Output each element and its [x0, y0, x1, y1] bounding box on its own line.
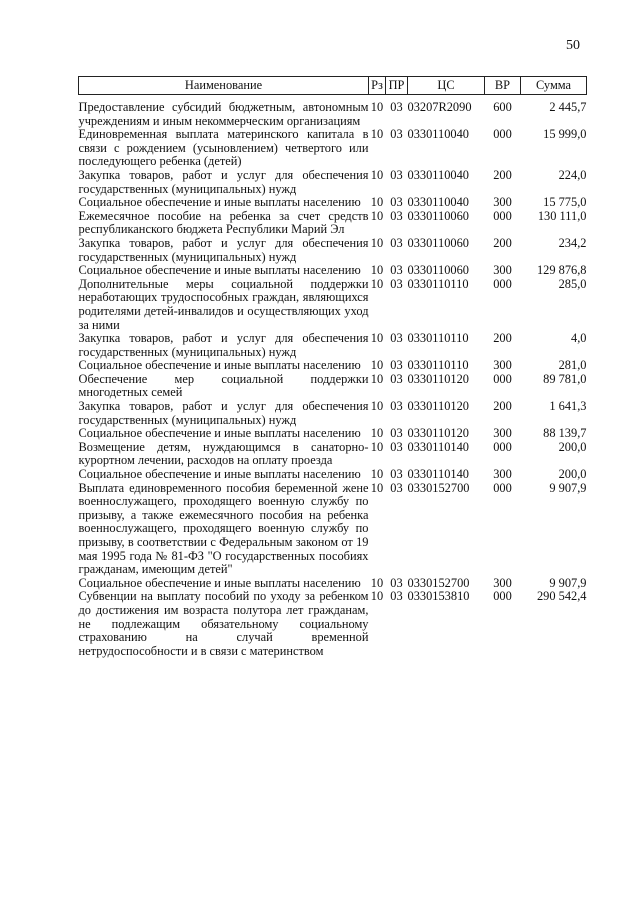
- row-sum: 1 641,3: [549, 399, 587, 414]
- row-cs: 0330110040: [407, 127, 469, 142]
- row-vr: 200: [493, 235, 512, 250]
- row-vr: 600: [493, 100, 512, 114]
- row-cs: 0330110120: [407, 399, 469, 414]
- table-row: [79, 278, 587, 332]
- row-pr: 03: [390, 426, 403, 441]
- row-cs: 0330110110: [407, 276, 469, 291]
- row-rz: 10: [370, 439, 384, 454]
- table-row: [79, 210, 587, 237]
- table-row: [79, 468, 587, 482]
- row-rz: 10: [370, 235, 384, 250]
- row-rz: 10: [370, 263, 384, 278]
- table-row: [79, 441, 587, 468]
- row-sum: 2 445,7: [549, 100, 587, 114]
- row-pr: 03: [390, 235, 403, 250]
- row-name: Закупка товаров, работ и услуг для обеспечения государственных (муниципальных) нужд: [78, 167, 369, 196]
- row-cs: 0330152700: [407, 575, 470, 590]
- row-vr: 000: [493, 480, 512, 495]
- row-sum: 89 781,0: [543, 371, 587, 386]
- row-name: Выплата единовременного пособия беременной жене военнослужащего, проходящего военную службу по призыву, а также ежемесячного пособия на ребенка военнослужащего, проходящего военную службу по призыву, в соответствии с Федеральным законом от 19 мая 1995 года № 81-ФЗ "О государственных пособиях гражданам, имеющим детей": [78, 480, 369, 577]
- row-cs: 0330110110: [407, 331, 469, 346]
- table-row: [79, 332, 587, 359]
- row-name: Возмещение детям, нуждающимся в санаторно-курортном лечении, расходов на оплату проезда: [78, 439, 369, 468]
- row-rz: 10: [370, 589, 384, 604]
- row-sum: 88 139,7: [543, 426, 587, 441]
- page-number: 50: [566, 38, 580, 53]
- row-pr: 03: [390, 399, 403, 414]
- row-name: Дополнительные меры социальной поддержки неработающих трудоспособных граждан, являющихся родителями детей-инвалидов и осуществляющих уход за ними: [78, 276, 369, 332]
- row-rz: 10: [370, 195, 384, 210]
- table-row: [79, 196, 587, 210]
- row-cs: 0330110120: [407, 426, 469, 441]
- row-name: Ежемесячное пособие на ребенка за счет средств республиканского бюджета Республики Марий Эл: [78, 208, 369, 237]
- row-name: Закупка товаров, работ и услуг для обеспечения государственных (муниципальных) нужд: [78, 235, 369, 264]
- table-header-row: [79, 77, 587, 95]
- row-sum: 9 907,9: [549, 575, 587, 590]
- row-name: Закупка товаров, работ и услуг для обеспечения государственных (муниципальных) нужд: [78, 399, 369, 427]
- table-row: [79, 427, 587, 441]
- row-name: Обеспечение мер социальной поддержки многодетных семей: [78, 371, 369, 400]
- row-vr: 300: [493, 467, 512, 482]
- row-rz: 10: [370, 358, 384, 373]
- row-pr: 03: [390, 276, 403, 291]
- row-name: Социальное обеспечение и иные выплаты населению: [78, 195, 361, 210]
- row-name: Социальное обеспечение и иные выплаты населению: [78, 467, 361, 482]
- row-rz: 10: [370, 399, 384, 414]
- row-cs: 0330110060: [407, 235, 469, 250]
- row-name: Закупка товаров, работ и услуг для обеспечения государственных (муниципальных) нужд: [78, 331, 369, 359]
- table-row: [79, 577, 587, 591]
- row-pr: 03: [390, 331, 403, 346]
- row-pr: 03: [390, 100, 403, 114]
- row-vr: 300: [493, 426, 512, 441]
- row-rz: 10: [370, 127, 384, 142]
- row-pr: 03: [390, 167, 403, 182]
- row-vr: 300: [493, 195, 512, 210]
- row-pr: 03: [390, 208, 403, 223]
- row-pr: 03: [390, 480, 403, 495]
- row-cs: 0330110040: [407, 195, 469, 210]
- row-name: Единовременная выплата материнского капитала в связи с рождением (усыновлением) четвертого или последующего ребенка (детей): [78, 127, 369, 169]
- row-sum: 224,0: [558, 167, 587, 182]
- row-vr: 200: [493, 167, 512, 182]
- row-name: Предоставление субсидий бюджетным, автономным учреждениям и иным некоммерческим организациям: [78, 100, 369, 128]
- header-vr: ВР: [485, 77, 521, 95]
- row-sum: 200,0: [558, 439, 587, 454]
- row-cs: 0330110140: [407, 467, 469, 482]
- row-rz: 10: [370, 575, 384, 590]
- row-rz: 10: [370, 100, 384, 114]
- row-vr: 200: [493, 331, 512, 346]
- table-row: [79, 590, 587, 658]
- header-name: Наименование: [79, 77, 369, 95]
- row-sum: 200,0: [558, 467, 587, 482]
- header-cs: ЦС: [408, 77, 485, 95]
- table-body: [79, 101, 587, 658]
- row-pr: 03: [390, 575, 403, 590]
- row-sum: 234,2: [558, 235, 587, 250]
- row-sum: 129 876,8: [536, 263, 587, 278]
- row-cs: 0330110060: [407, 208, 469, 223]
- row-vr: 300: [493, 575, 512, 590]
- row-vr: 300: [493, 263, 512, 278]
- row-name: Субвенции на выплату пособий по уходу за ребенком до достижения им возраста полутора лет гражданам, не подлежащим обязательному социальному страхованию на случай временной нетрудоспособности и в связи с материнством: [78, 589, 369, 658]
- row-rz: 10: [370, 208, 384, 223]
- table-row: [79, 264, 587, 278]
- row-pr: 03: [390, 439, 403, 454]
- row-cs: 0330110060: [407, 263, 469, 278]
- table-row: [79, 359, 587, 373]
- row-pr: 03: [390, 589, 403, 604]
- row-pr: 03: [390, 467, 403, 482]
- row-rz: 10: [370, 167, 384, 182]
- row-cs: 0330110120: [407, 371, 469, 386]
- table-row: [79, 482, 587, 577]
- row-sum: 281,0: [558, 358, 587, 373]
- row-cs: 0330152700: [407, 480, 470, 495]
- row-pr: 03: [390, 263, 403, 278]
- row-pr: 03: [390, 371, 403, 386]
- row-sum: 9 907,9: [549, 480, 587, 495]
- table-row: [79, 373, 587, 400]
- row-rz: 10: [370, 276, 384, 291]
- row-sum: 285,0: [558, 276, 587, 291]
- row-cs: 0330110040: [407, 167, 469, 182]
- table-row: [79, 101, 587, 128]
- row-vr: 000: [493, 208, 512, 223]
- row-rz: 10: [370, 480, 384, 495]
- table-row: [79, 237, 587, 264]
- row-name: Социальное обеспечение и иные выплаты населению: [78, 575, 361, 590]
- budget-table: [78, 76, 587, 658]
- row-vr: 200: [493, 399, 512, 414]
- row-sum: 4,0: [571, 331, 587, 346]
- row-sum: 130 111,0: [537, 208, 587, 223]
- header-rz: Рз: [369, 77, 386, 95]
- table-row: [79, 128, 587, 169]
- row-name: Социальное обеспечение и иные выплаты населению: [78, 426, 361, 441]
- table-row: [79, 400, 587, 427]
- header-pr: ПР: [386, 77, 408, 95]
- row-rz: 10: [370, 331, 384, 346]
- row-name: Социальное обеспечение и иные выплаты населению: [78, 263, 361, 278]
- row-name: Социальное обеспечение и иные выплаты населению: [78, 358, 361, 373]
- row-vr: 000: [493, 589, 512, 604]
- row-cs: 0330110110: [407, 358, 469, 373]
- row-pr: 03: [390, 358, 403, 373]
- row-sum: 15 775,0: [543, 195, 587, 210]
- row-rz: 10: [370, 426, 384, 441]
- row-cs: 03207R2090: [407, 100, 472, 114]
- row-vr: 000: [493, 439, 512, 454]
- header-sum: Сумма: [521, 77, 587, 95]
- row-rz: 10: [370, 467, 384, 482]
- row-pr: 03: [390, 127, 403, 142]
- row-cs: 0330110140: [407, 439, 469, 454]
- row-sum: 15 999,0: [543, 127, 587, 142]
- row-vr: 300: [493, 358, 512, 373]
- row-rz: 10: [370, 371, 384, 386]
- table-row: [79, 169, 587, 196]
- row-vr: 000: [493, 276, 512, 291]
- row-pr: 03: [390, 195, 403, 210]
- row-vr: 000: [493, 371, 512, 386]
- row-vr: 000: [493, 127, 512, 142]
- row-sum: 290 542,4: [536, 589, 587, 604]
- row-cs: 0330153810: [407, 589, 470, 604]
